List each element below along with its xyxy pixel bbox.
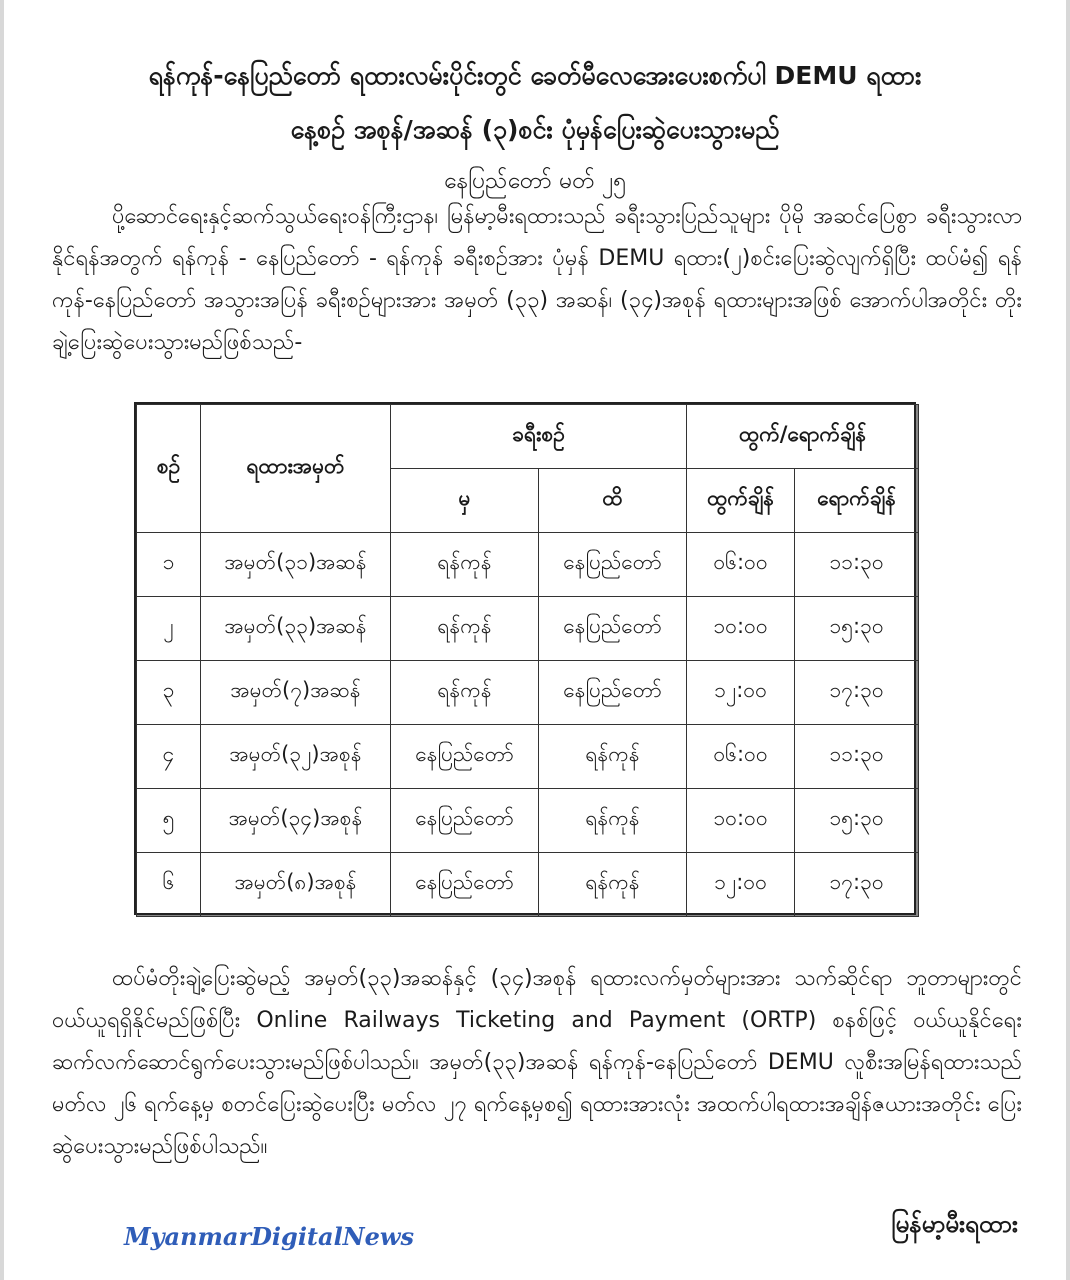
- cell-arrive: ၁၁:၃၀: [795, 533, 919, 597]
- header-train: ရထားအမှတ်: [201, 405, 391, 533]
- cell-depart: ၁၂:၀၀: [687, 661, 795, 725]
- cell-no: ၃: [137, 661, 201, 725]
- table-row: [137, 725, 919, 789]
- table-row: [137, 597, 919, 661]
- cell-depart: ၀၆:၀၀: [687, 725, 795, 789]
- closing-paragraph: [52, 958, 1022, 1168]
- closing-paragraph-text: ထပ်မံတိုးချဲ့ပြေးဆွဲမည့် အမှတ်(၃၃)အဆန်နှင့် (၃၄)အစုန် ရထားလက်မှတ်များအား သက်ဆိုင်ရာ ဘူတာများတွင် ဝယ်ယူရရှိနိုင်မည်ဖြစ်ပြီး Online Railways Ticketing and Payment (ORTP) စနစ်ဖြင့် ဝယ်ယူနိုင်ရေး ဆက်လက်ဆောင်ရွက်ပေးသွားမည်ဖြစ်ပါသည်။ အမှတ်(၃၃)အဆန် ရန်ကုန်-နေပြည်တော် DEMU လူစီးအမြန်ရထားသည် မတ်လ ၂၆ ရက်နေ့မှ စတင်ပြေးဆွဲပေးပြီး မတ်လ ၂၇ ရက်နေ့မှစ၍ ရထားအားလုံး အထက်ပါရထားအချိန်ဇယားအတိုင်း ပြေးဆွဲပေးသွားမည်ဖြစ်ပါသည်။: [52, 966, 1022, 1159]
- cell-from: နေပြည်တော်: [391, 853, 539, 917]
- cell-train: အမှတ်(၇)အဆန်: [201, 661, 391, 725]
- cell-from: ရန်ကုန်: [391, 597, 539, 661]
- headline-line-2: နေ့စဉ် အစုန်/အဆန် (၃)စင်း ပုံမှန်ပြေးဆွဲပေးသွားမည်: [290, 115, 780, 144]
- cell-no: ၂: [137, 597, 201, 661]
- cell-no: ၅: [137, 789, 201, 853]
- cell-train: အမှတ်(၈)အစုန်: [201, 853, 391, 917]
- cell-train: အမှတ်(၃၂)အစုန်: [201, 725, 391, 789]
- cell-depart: ၁၀:၀၀: [687, 597, 795, 661]
- cell-from: နေပြည်တော်: [391, 789, 539, 853]
- header-depart: ထွက်ချိန်: [687, 469, 795, 533]
- cell-to: ရန်ကုန်: [539, 725, 687, 789]
- cell-arrive: ၁၅:၃၀: [795, 789, 919, 853]
- cell-to: ရန်ကုန်: [539, 789, 687, 853]
- table-row: [137, 789, 919, 853]
- cell-arrive: ၁၇:၃၀: [795, 853, 919, 917]
- dateline: နေပြည်တော် မတ် ၂၅: [443, 168, 627, 194]
- source-watermark: MyanmarDigitalNews: [124, 1222, 415, 1251]
- cell-no: ၁: [137, 533, 201, 597]
- table-row: [137, 533, 919, 597]
- cell-arrive: ၁၁:၃၀: [795, 725, 919, 789]
- cell-to: နေပြည်တော်: [539, 661, 687, 725]
- cell-arrive: ၁၇:၃၀: [795, 661, 919, 725]
- cell-from: ရန်ကုန်: [391, 533, 539, 597]
- schedule-table: [136, 404, 919, 917]
- header-arrive: ရောက်ချိန်: [795, 469, 919, 533]
- header-times: ထွက်/ရောက်ချိန်: [687, 405, 919, 469]
- cell-train: အမှတ်(၃၁)အဆန်: [201, 533, 391, 597]
- cell-to: နေပြည်တော်: [539, 597, 687, 661]
- cell-no: ၄: [137, 725, 201, 789]
- cell-to: ရန်ကုန်: [539, 853, 687, 917]
- header-to: ထိ: [539, 469, 687, 533]
- cell-to: နေပြည်တော်: [539, 533, 687, 597]
- cell-depart: ၁၀:၀၀: [687, 789, 795, 853]
- headline-line-1: ရန်ကုန်-နေပြည်တော် ရထားလမ်းပိုင်းတွင် ခေတ်မီလေအေးပေးစက်ပါ DEMU ရထား: [148, 61, 922, 90]
- table-row: [137, 661, 919, 725]
- cell-no: ၆: [137, 853, 201, 917]
- header-route: ခရီးစဉ်: [391, 405, 687, 469]
- cell-depart: ၁၂:၀၀: [687, 853, 795, 917]
- schedule-table-wrapper: [134, 402, 916, 915]
- cell-train: အမှတ်(၃၄)အစုန်: [201, 789, 391, 853]
- cell-depart: ၀၆:၀၀: [687, 533, 795, 597]
- table-header-row: [137, 405, 919, 469]
- cell-arrive: ၁၅:၃၀: [795, 597, 919, 661]
- cell-from: ရန်ကုန်: [391, 661, 539, 725]
- intro-paragraph: [52, 196, 1022, 364]
- table-row: [137, 853, 919, 917]
- header-from: မှ: [391, 469, 539, 533]
- signature-org: မြန်မာ့မီးရထား: [891, 1210, 1018, 1238]
- cell-train: အမှတ်(၃၃)အဆန်: [201, 597, 391, 661]
- intro-paragraph-text: ပို့ဆောင်ရေးနှင့်ဆက်သွယ်ရေးဝန်ကြီးဌာန၊ မြန်မာ့မီးရထားသည် ခရီးသွားပြည်သူများ ပိုမို အဆင်ပြေစွာ ခရီးသွားလာနိုင်ရန်အတွက် ရန်ကုန် - နေပြည်တော် - ရန်ကုန် ခရီးစဉ်အား ပုံမှန် DEMU ရထား(၂)စင်းပြေးဆွဲလျက်ရှိပြီး ထပ်မံ၍ ရန်ကုန်-နေပြည်တော် အသွားအပြန် ခရီးစဉ်များအား အမှတ် (၃၃) အဆန်၊ (၃၄)အစုန် ရထားများအဖြစ် အောက်ပါအတိုင်း တိုးချဲ့ပြေးဆွဲပေးသွားမည်ဖြစ်သည်-: [52, 204, 1022, 355]
- header-no: စဉ်: [137, 405, 201, 533]
- cell-from: နေပြည်တော်: [391, 725, 539, 789]
